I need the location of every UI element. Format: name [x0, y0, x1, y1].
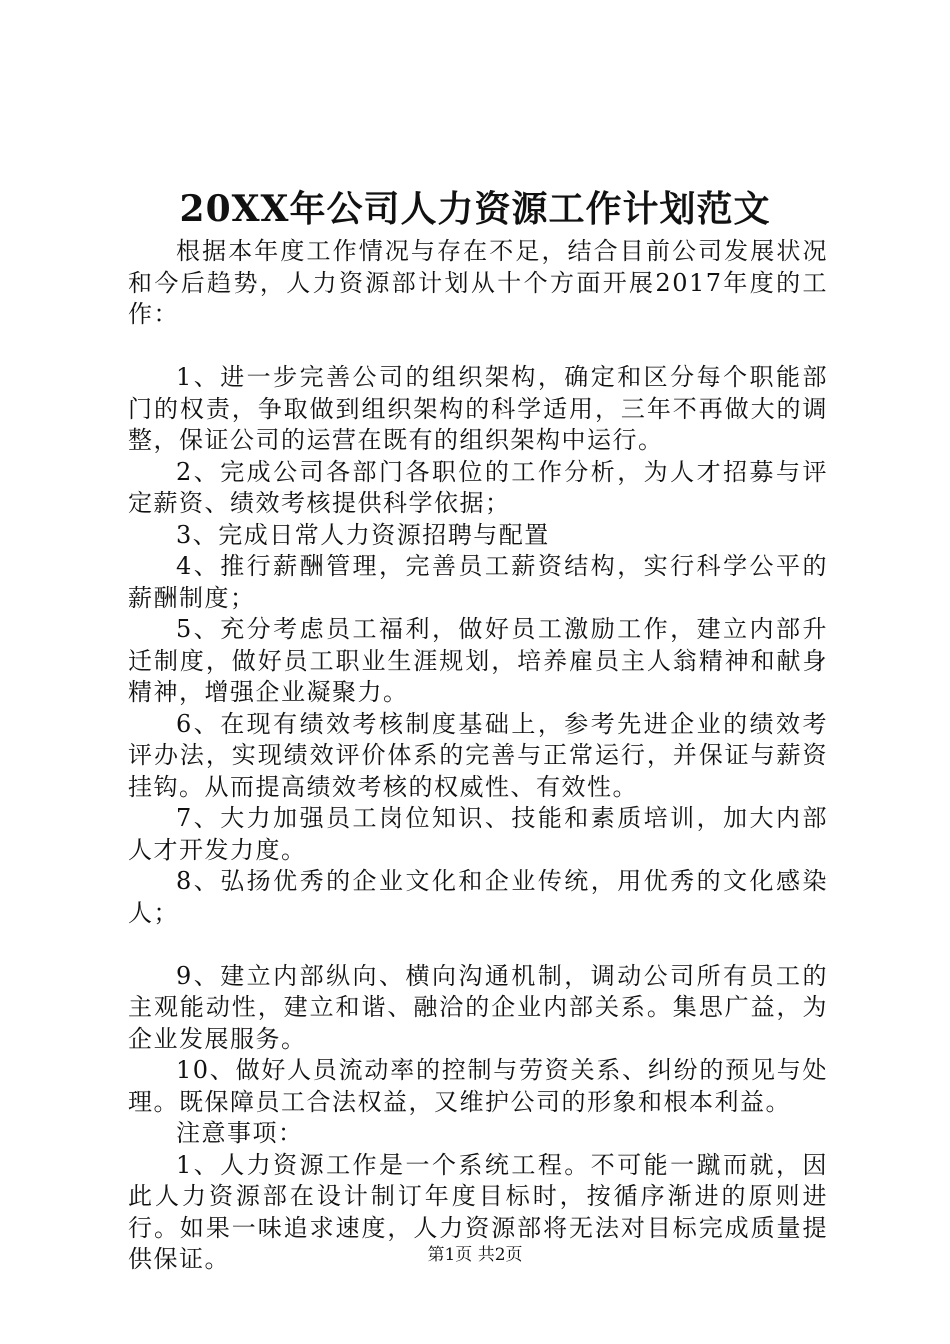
intro-paragraph: 根据本年度工作情况与存在不足，结合目前公司发展状况和今后趋势，人力资源部计划从十个方面开展2017年度的工作：: [128, 237, 828, 328]
page-footer: 第1页 共2页: [427, 1245, 523, 1265]
plan-item-7: 7、大力加强员工岗位知识、技能和素质培训，加大内部人才开发力度。: [128, 804, 828, 864]
paragraph-gap: [128, 929, 828, 961]
plan-item-5: 5、充分考虑员工福利，做好员工激励工作，建立内部升迁制度，做好员工职业生涯规划，培养雇员主人翁精神和献身精神，增强企业凝聚力。: [128, 615, 828, 706]
plan-item-8: 8、弘扬优秀的企业文化和企业传统，用优秀的文化感染人；: [128, 867, 828, 927]
plan-item-2: 2、完成公司各部门各职位的工作分析，为人才招募与评定薪资、绩效考核提供科学依据；: [128, 457, 828, 517]
plan-item-6: 6、在现有绩效考核制度基础上，参考先进企业的绩效考评办法，实现绩效评价体系的完善与正常运行，并保证与薪资挂钩。从而提高绩效考核的权威性、有效性。: [128, 709, 828, 801]
plan-item-3: 3、完成日常人力资源招聘与配置: [176, 520, 550, 549]
plan-item-9: 9、建立内部纵向、横向沟通机制，调动公司所有员工的主观能动性，建立和谐、融洽的企业内部关系。集思广益，为企业发展服务。: [128, 961, 828, 1053]
document-body: [128, 236, 828, 1276]
plan-item-10: 10、做好人员流动率的控制与劳资关系、纠纷的预见与处理。既保障员工合法权益，又维护公司的形象和根本利益。: [128, 1056, 828, 1116]
note-item-1: 1、人力资源工作是一个系统工程。不可能一蹴而就，因此人力资源部在设计制订年度目标时，按循序渐进的原则进行。如果一味追求速度，人力资源部将无法对目标完成质量提供保证。: [128, 1150, 828, 1273]
paragraph-gap: [128, 331, 828, 363]
notes-heading: 注意事项：: [176, 1119, 304, 1147]
plan-item-4: 4、推行薪酬管理，完善员工薪资结构，实行科学公平的薪酬制度；: [128, 552, 828, 612]
plan-item-1: 1、进一步完善公司的组织架构，确定和区分每个职能部门的权责，争取做到组织架构的科学适用，三年不再做大的调整，保证公司的运营在既有的组织架构中运行。: [128, 363, 828, 454]
document-title: 20XX年公司人力资源工作计划范文: [179, 188, 771, 230]
